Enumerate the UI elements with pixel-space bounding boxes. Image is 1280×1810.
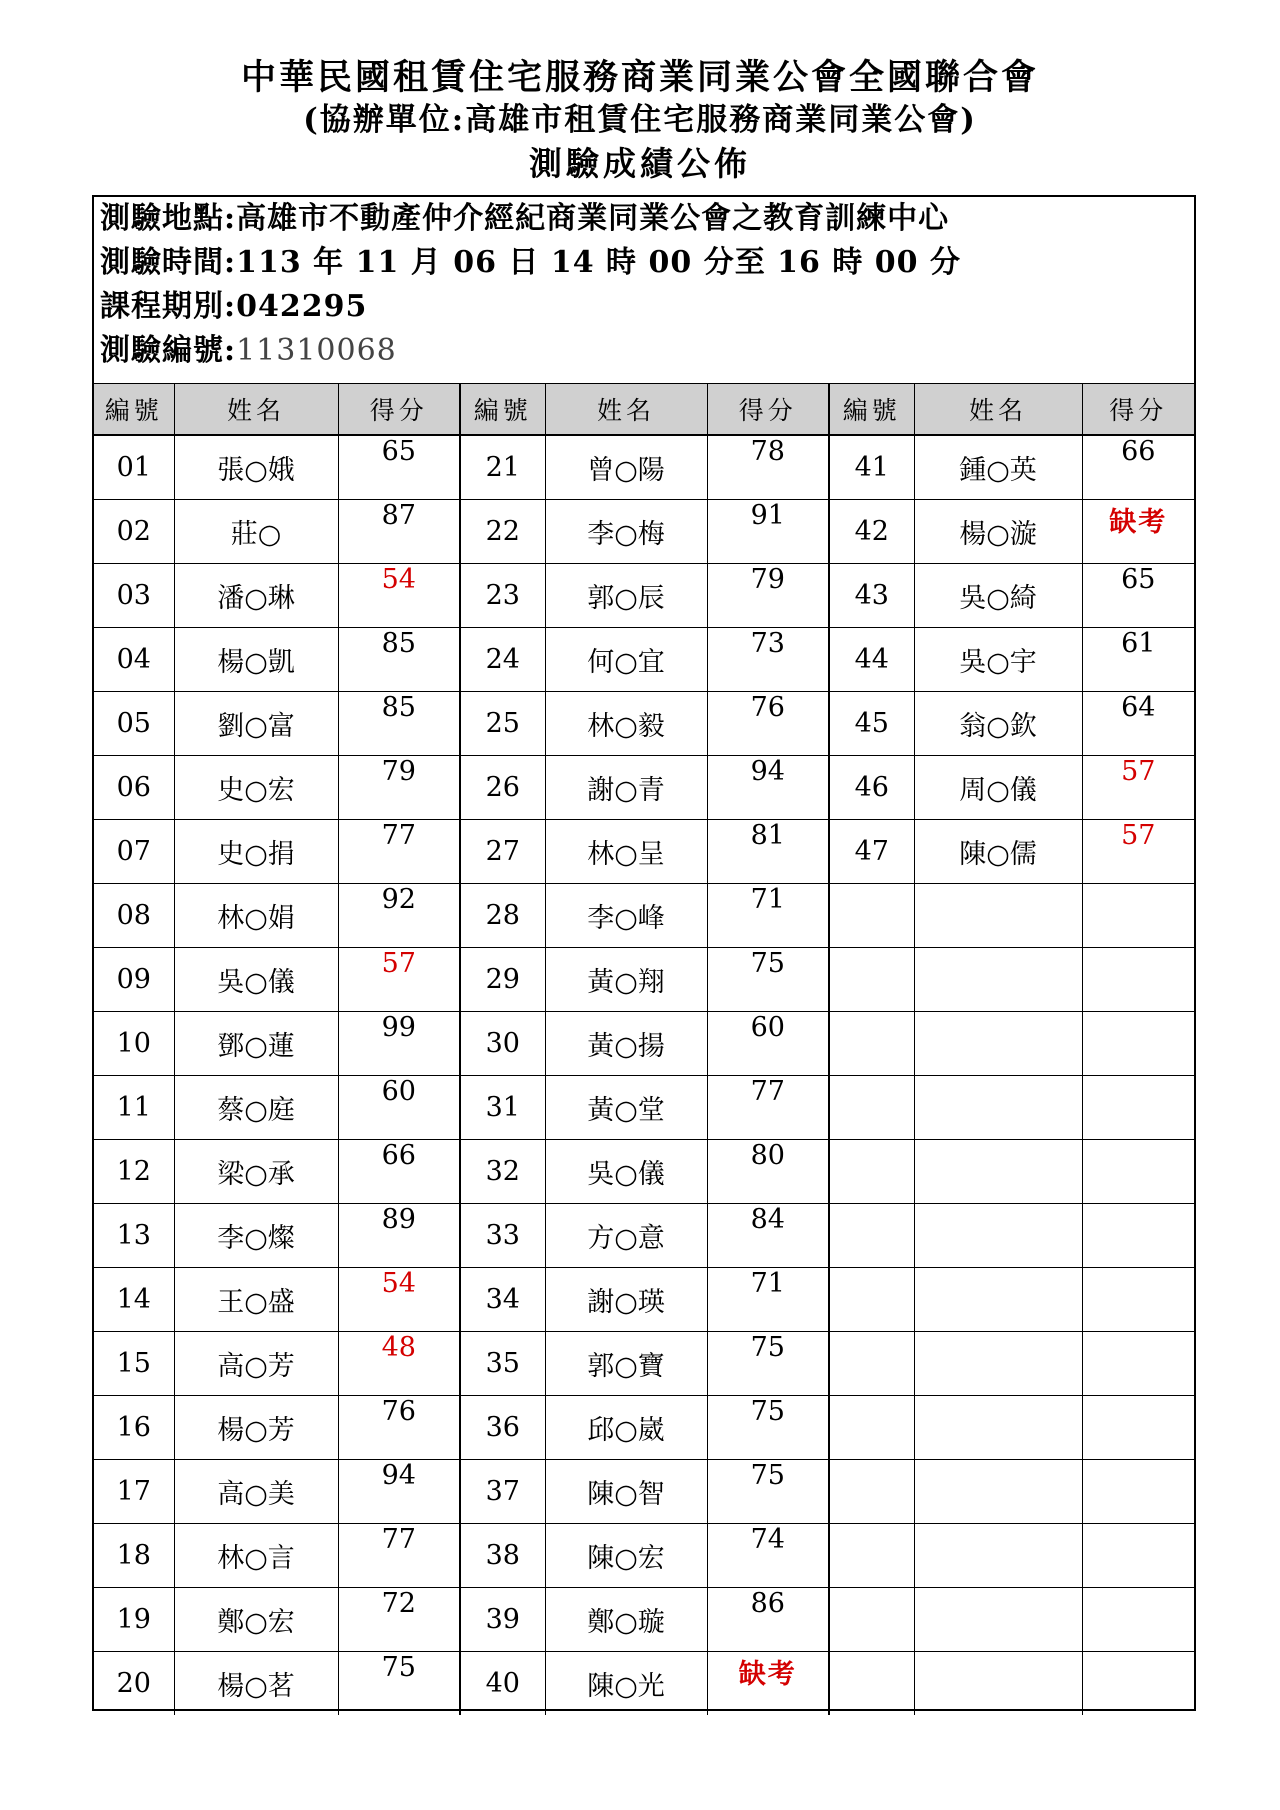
table-row (94, 564, 1194, 628)
table-row (94, 1652, 1194, 1716)
student-name: 翁○欽 (914, 692, 1082, 756)
exam-info (94, 197, 1194, 385)
table-row (94, 884, 1194, 948)
student-number: 26 (460, 756, 545, 820)
student-name: 陳○光 (545, 1652, 707, 1716)
student-score: 76 (707, 692, 829, 756)
student-name: 李○梅 (545, 500, 707, 564)
student-score: 60 (707, 1012, 829, 1076)
student-name: 林○言 (174, 1524, 338, 1588)
exam-number-value: 11310068 (236, 333, 397, 368)
student-score: 65 (338, 435, 460, 500)
student-number: 19 (94, 1588, 174, 1652)
student-name: 吳○儀 (174, 948, 338, 1012)
student-score: 94 (707, 756, 829, 820)
exam-location-value: 高雄市不動產仲介經紀商業同業公會之教育訓練中心 (236, 201, 950, 236)
empty-cell (829, 1588, 914, 1652)
student-number: 25 (460, 692, 545, 756)
student-name: 史○捐 (174, 820, 338, 884)
empty-cell (914, 1204, 1082, 1268)
empty-cell (914, 1076, 1082, 1140)
student-score: 80 (707, 1140, 829, 1204)
student-score: 92 (338, 884, 460, 948)
student-score: 77 (338, 1524, 460, 1588)
empty-cell (1082, 884, 1194, 948)
table-row (94, 948, 1194, 1012)
course-session-label: 課程期別: (100, 289, 237, 324)
student-number: 27 (460, 820, 545, 884)
student-score: 66 (338, 1140, 460, 1204)
student-number: 29 (460, 948, 545, 1012)
student-name: 鄭○璇 (545, 1588, 707, 1652)
student-score: 54 (338, 1268, 460, 1332)
empty-cell (829, 1012, 914, 1076)
empty-cell (914, 1268, 1082, 1332)
empty-cell (829, 1524, 914, 1588)
student-score: 79 (707, 564, 829, 628)
student-name: 吳○儀 (545, 1140, 707, 1204)
student-score: 57 (1082, 756, 1194, 820)
student-score: 76 (338, 1396, 460, 1460)
student-name: 鍾○英 (914, 435, 1082, 500)
header-no-1: 編號 (94, 384, 174, 436)
empty-cell (914, 1140, 1082, 1204)
student-number: 14 (94, 1268, 174, 1332)
student-name: 楊○凱 (174, 628, 338, 692)
student-score: 73 (707, 628, 829, 692)
table-row (94, 500, 1194, 564)
student-number: 46 (829, 756, 914, 820)
student-number: 18 (94, 1524, 174, 1588)
empty-cell (914, 884, 1082, 948)
student-name: 何○宜 (545, 628, 707, 692)
header-no-3: 編號 (829, 384, 914, 436)
exam-time-value: 113 年 11 月 06 日 14 時 00 分至 16 時 00 分 (236, 245, 961, 280)
student-name: 邱○崴 (545, 1396, 707, 1460)
empty-cell (1082, 948, 1194, 1012)
student-name: 方○意 (545, 1204, 707, 1268)
student-score: 75 (338, 1652, 460, 1716)
table-row (94, 756, 1194, 820)
course-session-value: 042295 (236, 289, 368, 324)
empty-cell (1082, 1076, 1194, 1140)
student-name: 張○娥 (174, 435, 338, 500)
student-number: 09 (94, 948, 174, 1012)
student-number: 12 (94, 1140, 174, 1204)
student-number: 43 (829, 564, 914, 628)
student-name: 林○娟 (174, 884, 338, 948)
exam-time-label: 測驗時間: (100, 245, 237, 280)
table-row (94, 1204, 1194, 1268)
student-number: 04 (94, 628, 174, 692)
student-score: 75 (707, 1460, 829, 1524)
table-row (94, 1076, 1194, 1140)
student-number: 38 (460, 1524, 545, 1588)
student-name: 陳○儒 (914, 820, 1082, 884)
student-score: 89 (338, 1204, 460, 1268)
student-name: 蔡○庭 (174, 1076, 338, 1140)
student-number: 15 (94, 1332, 174, 1396)
empty-cell (1082, 1460, 1194, 1524)
student-number: 07 (94, 820, 174, 884)
table-row (94, 1588, 1194, 1652)
student-score: 75 (707, 1332, 829, 1396)
header-score-3: 得分 (1082, 384, 1194, 436)
student-name: 周○儀 (914, 756, 1082, 820)
student-number: 32 (460, 1140, 545, 1204)
student-name: 李○峰 (545, 884, 707, 948)
document-heading: 測驗成績公佈 (529, 144, 751, 183)
header-no-2: 編號 (460, 384, 545, 436)
student-name: 吳○宇 (914, 628, 1082, 692)
table-row (94, 1332, 1194, 1396)
score-table-body (94, 435, 1194, 1715)
empty-cell (914, 1652, 1082, 1716)
student-score: 77 (338, 820, 460, 884)
student-score: 65 (1082, 564, 1194, 628)
student-name: 陳○宏 (545, 1524, 707, 1588)
empty-cell (829, 1076, 914, 1140)
student-number: 45 (829, 692, 914, 756)
empty-cell (914, 1332, 1082, 1396)
student-number: 36 (460, 1396, 545, 1460)
empty-cell (914, 948, 1082, 1012)
student-number: 01 (94, 435, 174, 500)
student-number: 13 (94, 1204, 174, 1268)
student-number: 05 (94, 692, 174, 756)
student-name: 高○芳 (174, 1332, 338, 1396)
student-score: 74 (707, 1524, 829, 1588)
student-number: 37 (460, 1460, 545, 1524)
table-row (94, 1524, 1194, 1588)
table-row (94, 1460, 1194, 1524)
empty-cell (914, 1012, 1082, 1076)
student-number: 17 (94, 1460, 174, 1524)
student-name: 潘○琳 (174, 564, 338, 628)
student-name: 鄭○宏 (174, 1588, 338, 1652)
empty-cell (1082, 1140, 1194, 1204)
student-score: 60 (338, 1076, 460, 1140)
student-name: 林○呈 (545, 820, 707, 884)
empty-cell (1082, 1332, 1194, 1396)
table-row (94, 820, 1194, 884)
student-name: 王○盛 (174, 1268, 338, 1332)
exam-location-label: 測驗地點: (100, 201, 237, 236)
header-score-2: 得分 (707, 384, 829, 436)
student-number: 16 (94, 1396, 174, 1460)
student-number: 10 (94, 1012, 174, 1076)
table-row (94, 628, 1194, 692)
empty-cell (829, 1268, 914, 1332)
student-name: 黃○翔 (545, 948, 707, 1012)
student-name: 鄧○蓮 (174, 1012, 338, 1076)
student-number: 47 (829, 820, 914, 884)
student-number: 21 (460, 435, 545, 500)
student-name: 郭○寶 (545, 1332, 707, 1396)
results-frame (92, 195, 1196, 1711)
empty-cell (914, 1396, 1082, 1460)
student-score: 75 (707, 948, 829, 1012)
student-number: 20 (94, 1652, 174, 1716)
score-table (94, 383, 1194, 1715)
score-table-header (94, 384, 1194, 436)
student-name: 梁○承 (174, 1140, 338, 1204)
student-name: 楊○茗 (174, 1652, 338, 1716)
empty-cell (829, 884, 914, 948)
student-name: 高○美 (174, 1460, 338, 1524)
table-row (94, 1012, 1194, 1076)
student-number: 02 (94, 500, 174, 564)
empty-cell (829, 1204, 914, 1268)
student-score: 75 (707, 1396, 829, 1460)
student-number: 23 (460, 564, 545, 628)
empty-cell (829, 948, 914, 1012)
header-name-3: 姓名 (914, 384, 1082, 436)
student-score: 79 (338, 756, 460, 820)
student-score: 84 (707, 1204, 829, 1268)
student-score: 54 (338, 564, 460, 628)
student-score: 71 (707, 1268, 829, 1332)
student-score: 85 (338, 692, 460, 756)
student-number: 06 (94, 756, 174, 820)
empty-cell (829, 1460, 914, 1524)
header-score-1: 得分 (338, 384, 460, 436)
student-number: 28 (460, 884, 545, 948)
student-score: 57 (338, 948, 460, 1012)
student-name: 曾○陽 (545, 435, 707, 500)
document-subtitle: (協辦單位:高雄市租賃住宅服務商業同業公會) (303, 102, 977, 138)
empty-cell (1082, 1524, 1194, 1588)
student-score: 缺考 (707, 1652, 829, 1716)
student-name: 莊○ (174, 500, 338, 564)
empty-cell (829, 1396, 914, 1460)
student-name: 李○燦 (174, 1204, 338, 1268)
student-number: 33 (460, 1204, 545, 1268)
student-score: 缺考 (1082, 500, 1194, 564)
empty-cell (1082, 1268, 1194, 1332)
student-name: 黃○堂 (545, 1076, 707, 1140)
student-score: 94 (338, 1460, 460, 1524)
table-row (94, 1396, 1194, 1460)
student-score: 72 (338, 1588, 460, 1652)
student-number: 24 (460, 628, 545, 692)
document-header (0, 56, 1280, 188)
student-score: 77 (707, 1076, 829, 1140)
student-score: 99 (338, 1012, 460, 1076)
exam-number (100, 329, 397, 373)
student-number: 34 (460, 1268, 545, 1332)
empty-cell (829, 1332, 914, 1396)
student-name: 楊○漩 (914, 500, 1082, 564)
student-name: 吳○綺 (914, 564, 1082, 628)
student-name: 謝○瑛 (545, 1268, 707, 1332)
empty-cell (1082, 1204, 1194, 1268)
course-session (100, 285, 367, 329)
empty-cell (1082, 1396, 1194, 1460)
student-number: 40 (460, 1652, 545, 1716)
student-number: 11 (94, 1076, 174, 1140)
student-score: 66 (1082, 435, 1194, 500)
student-score: 57 (1082, 820, 1194, 884)
student-score: 81 (707, 820, 829, 884)
student-number: 31 (460, 1076, 545, 1140)
exam-number-label: 測驗編號: (100, 333, 237, 368)
student-name: 楊○芳 (174, 1396, 338, 1460)
student-name: 劉○富 (174, 692, 338, 756)
exam-location (100, 197, 949, 241)
student-score: 87 (338, 500, 460, 564)
empty-cell (829, 1652, 914, 1716)
exam-time (100, 241, 961, 285)
empty-cell (914, 1524, 1082, 1588)
student-number: 39 (460, 1588, 545, 1652)
empty-cell (914, 1588, 1082, 1652)
empty-cell (1082, 1012, 1194, 1076)
student-number: 44 (829, 628, 914, 692)
empty-cell (1082, 1652, 1194, 1716)
empty-cell (914, 1460, 1082, 1524)
table-row (94, 435, 1194, 500)
student-name: 陳○智 (545, 1460, 707, 1524)
student-score: 61 (1082, 628, 1194, 692)
table-row (94, 1140, 1194, 1204)
student-name: 郭○辰 (545, 564, 707, 628)
student-score: 64 (1082, 692, 1194, 756)
table-row (94, 692, 1194, 756)
student-number: 08 (94, 884, 174, 948)
table-row (94, 1268, 1194, 1332)
student-number: 30 (460, 1012, 545, 1076)
student-number: 22 (460, 500, 545, 564)
student-name: 史○宏 (174, 756, 338, 820)
student-score: 86 (707, 1588, 829, 1652)
student-number: 35 (460, 1332, 545, 1396)
document-title: 中華民國租賃住宅服務商業同業公會全國聯合會 (240, 57, 1039, 98)
student-score: 71 (707, 884, 829, 948)
empty-cell (1082, 1588, 1194, 1652)
student-score: 78 (707, 435, 829, 500)
student-number: 03 (94, 564, 174, 628)
header-name-1: 姓名 (174, 384, 338, 436)
student-score: 48 (338, 1332, 460, 1396)
student-name: 謝○青 (545, 756, 707, 820)
student-score: 85 (338, 628, 460, 692)
student-name: 林○毅 (545, 692, 707, 756)
student-name: 黃○揚 (545, 1012, 707, 1076)
header-name-2: 姓名 (545, 384, 707, 436)
student-score: 91 (707, 500, 829, 564)
empty-cell (829, 1140, 914, 1204)
student-number: 42 (829, 500, 914, 564)
student-number: 41 (829, 435, 914, 500)
